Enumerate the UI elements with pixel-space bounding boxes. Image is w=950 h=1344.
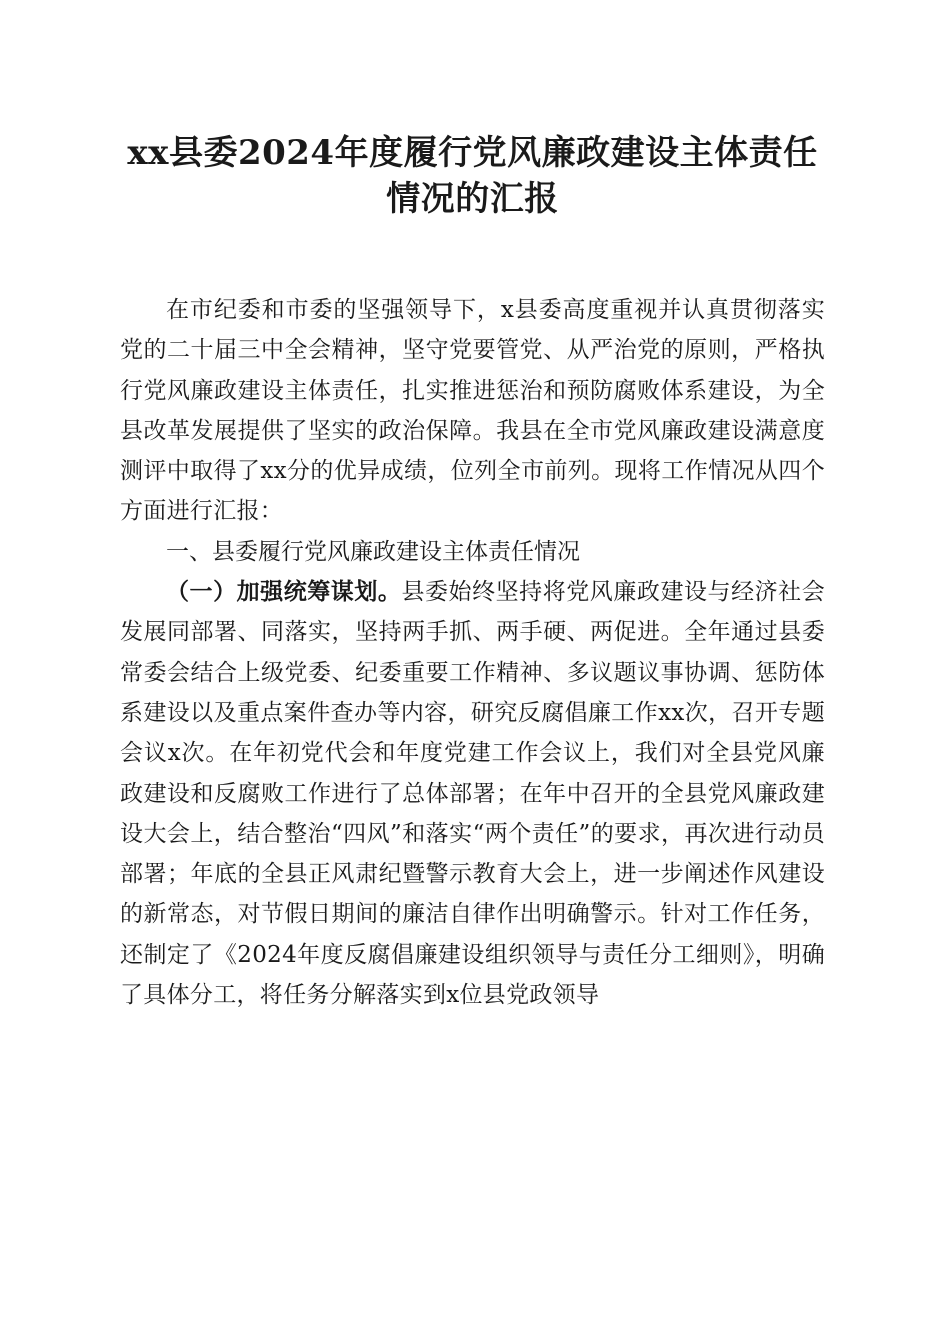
- document-page: [120, 130, 825, 1015]
- section-1-heading: 一、县委履行党风廉政建设主体责任情况: [166, 538, 580, 565]
- title-line-1: xx县委2024年度履行党风廉政建设主体责任: [127, 133, 818, 173]
- subsection-1-paragraph: [120, 572, 825, 1015]
- title-line-2: 情况的汇报: [386, 179, 559, 219]
- intro-paragraph: 在市纪委和市委的坚强领导下，x县委高度重视并认真贯彻落实党的二十届三中全会精神，坚守党要管党、从严治党的原则，严格执行党风廉政建设主体责任，扎实推进惩治和预防腐败体系建设，为全县改革发展提供了坚实的政治保障。我县在全市党风廉政建设满意度测评中取得了xx分的优异成绩，位列全市前列。现将工作情况从四个方面进行汇报：: [120, 297, 825, 525]
- document-title: [120, 130, 825, 222]
- subsection-1-body: 县委始终坚持将党风廉政建设与经济社会发展同部署、同落实，坚持两手抓、两手硬、两促进。全年通过县委常委会结合上级党委、纪委重要工作精神、多议题议事协调、惩防体系建设以及重点案件查办等内容，研究反腐倡廉工作xx次，召开专题会议x次。在年初党代会和年度党建工作会议上，我们对全县党风廉政建设和反腐败工作进行了总体部署；在年中召开的全县党风廉政建设大会上，结合整治“四风”和落实“两个责任”的要求，再次进行动员部署；年底的全县正风肃纪暨警示教育大会上，进一步阐述作风建设的新常态，对节假日期间的廉洁自律作出明确警示。针对工作任务，还制定了《2024年度反腐倡廉建设组织领导与责任分工细则》，明确了具体分工，将任务分解落实到x位县党政领导: [120, 579, 826, 1009]
- subsection-1-heading: （一）加强统筹谋划。: [166, 578, 402, 606]
